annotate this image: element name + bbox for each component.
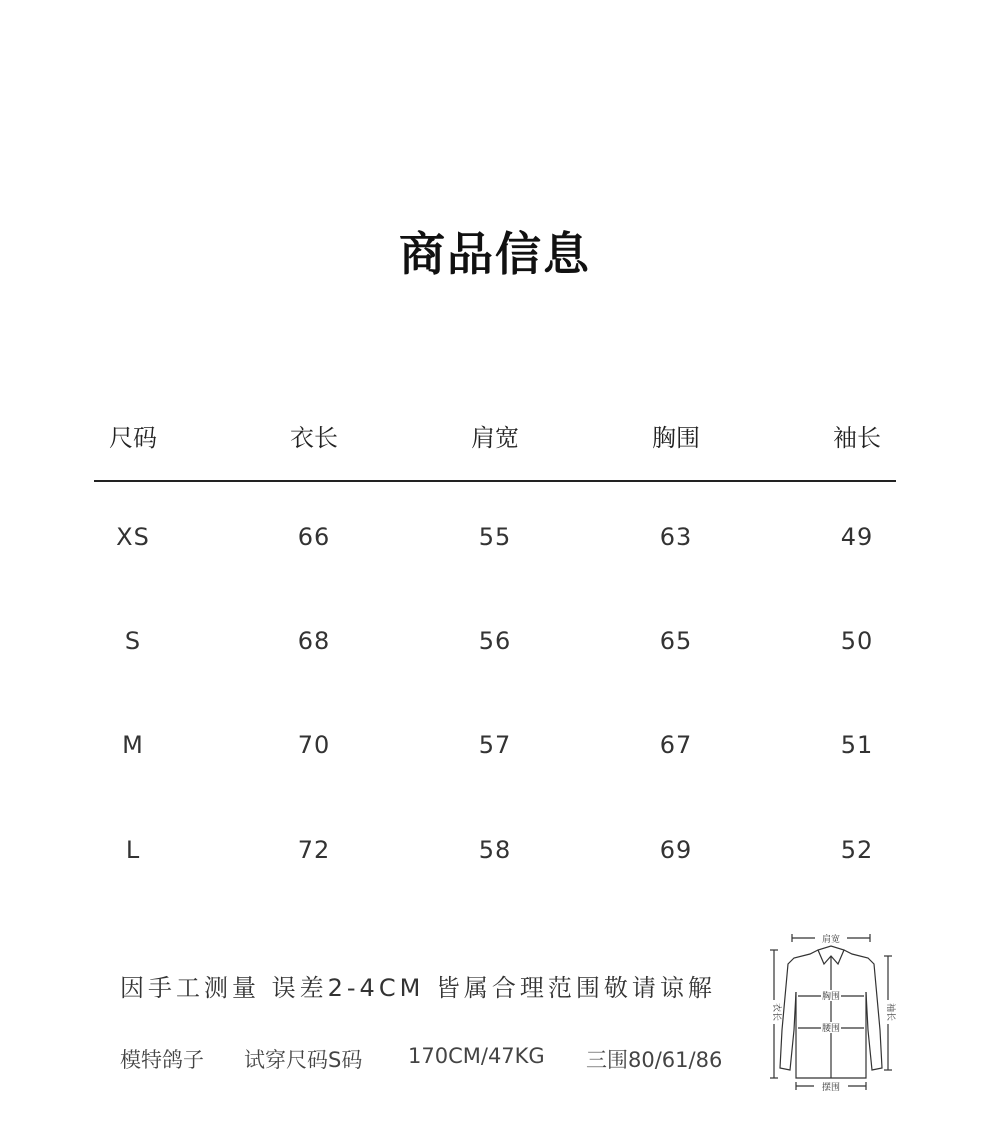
cell-size: S — [124, 627, 142, 655]
cell-chest: 63 — [659, 523, 693, 551]
header-size: 尺码 — [109, 424, 157, 452]
cell-shoulder: 55 — [478, 523, 512, 551]
diagram-label-waist: 腰围 — [821, 1024, 841, 1034]
header-chest: 胸围 — [652, 424, 700, 452]
diagram-label-hem: 摆围 — [821, 1083, 841, 1093]
diagram-label-chest: 胸围 — [821, 992, 841, 1002]
shirt-measurement-diagram — [766, 930, 896, 1095]
header-shoulder: 肩宽 — [471, 424, 519, 452]
header-divider — [94, 480, 896, 482]
page-title: 商品信息 — [399, 227, 591, 281]
cell-size: L — [125, 836, 141, 864]
cell-shoulder: 56 — [478, 627, 512, 655]
cell-length: 72 — [297, 836, 331, 864]
measurement-note: 因手工测量 误差2-4CM 皆属合理范围敬请谅解 — [120, 974, 716, 1002]
header-sleeve: 袖长 — [833, 424, 881, 452]
cell-length: 66 — [297, 523, 331, 551]
cell-chest: 67 — [659, 731, 693, 759]
diagram-label-sleeve: 袖长 — [885, 1002, 895, 1022]
cell-chest: 69 — [659, 836, 693, 864]
model-size: 试穿尺码S码 — [244, 1048, 363, 1072]
cell-sleeve: 52 — [840, 836, 874, 864]
cell-size: XS — [116, 523, 150, 551]
header-length: 衣长 — [290, 424, 338, 452]
model-height-weight: 170CM/47KG — [408, 1044, 545, 1068]
model-name: 模特鸽子 — [120, 1048, 204, 1072]
cell-shoulder: 57 — [478, 731, 512, 759]
cell-sleeve: 50 — [840, 627, 874, 655]
cell-length: 70 — [297, 731, 331, 759]
cell-shoulder: 58 — [478, 836, 512, 864]
model-measurements: 三围80/61/86 — [586, 1048, 723, 1072]
cell-size: M — [122, 731, 144, 759]
cell-length: 68 — [297, 627, 331, 655]
cell-chest: 65 — [659, 627, 693, 655]
cell-sleeve: 51 — [840, 731, 874, 759]
diagram-label-shoulder: 肩宽 — [821, 935, 841, 945]
cell-sleeve: 49 — [840, 523, 874, 551]
diagram-label-length: 衣长 — [771, 1002, 781, 1022]
